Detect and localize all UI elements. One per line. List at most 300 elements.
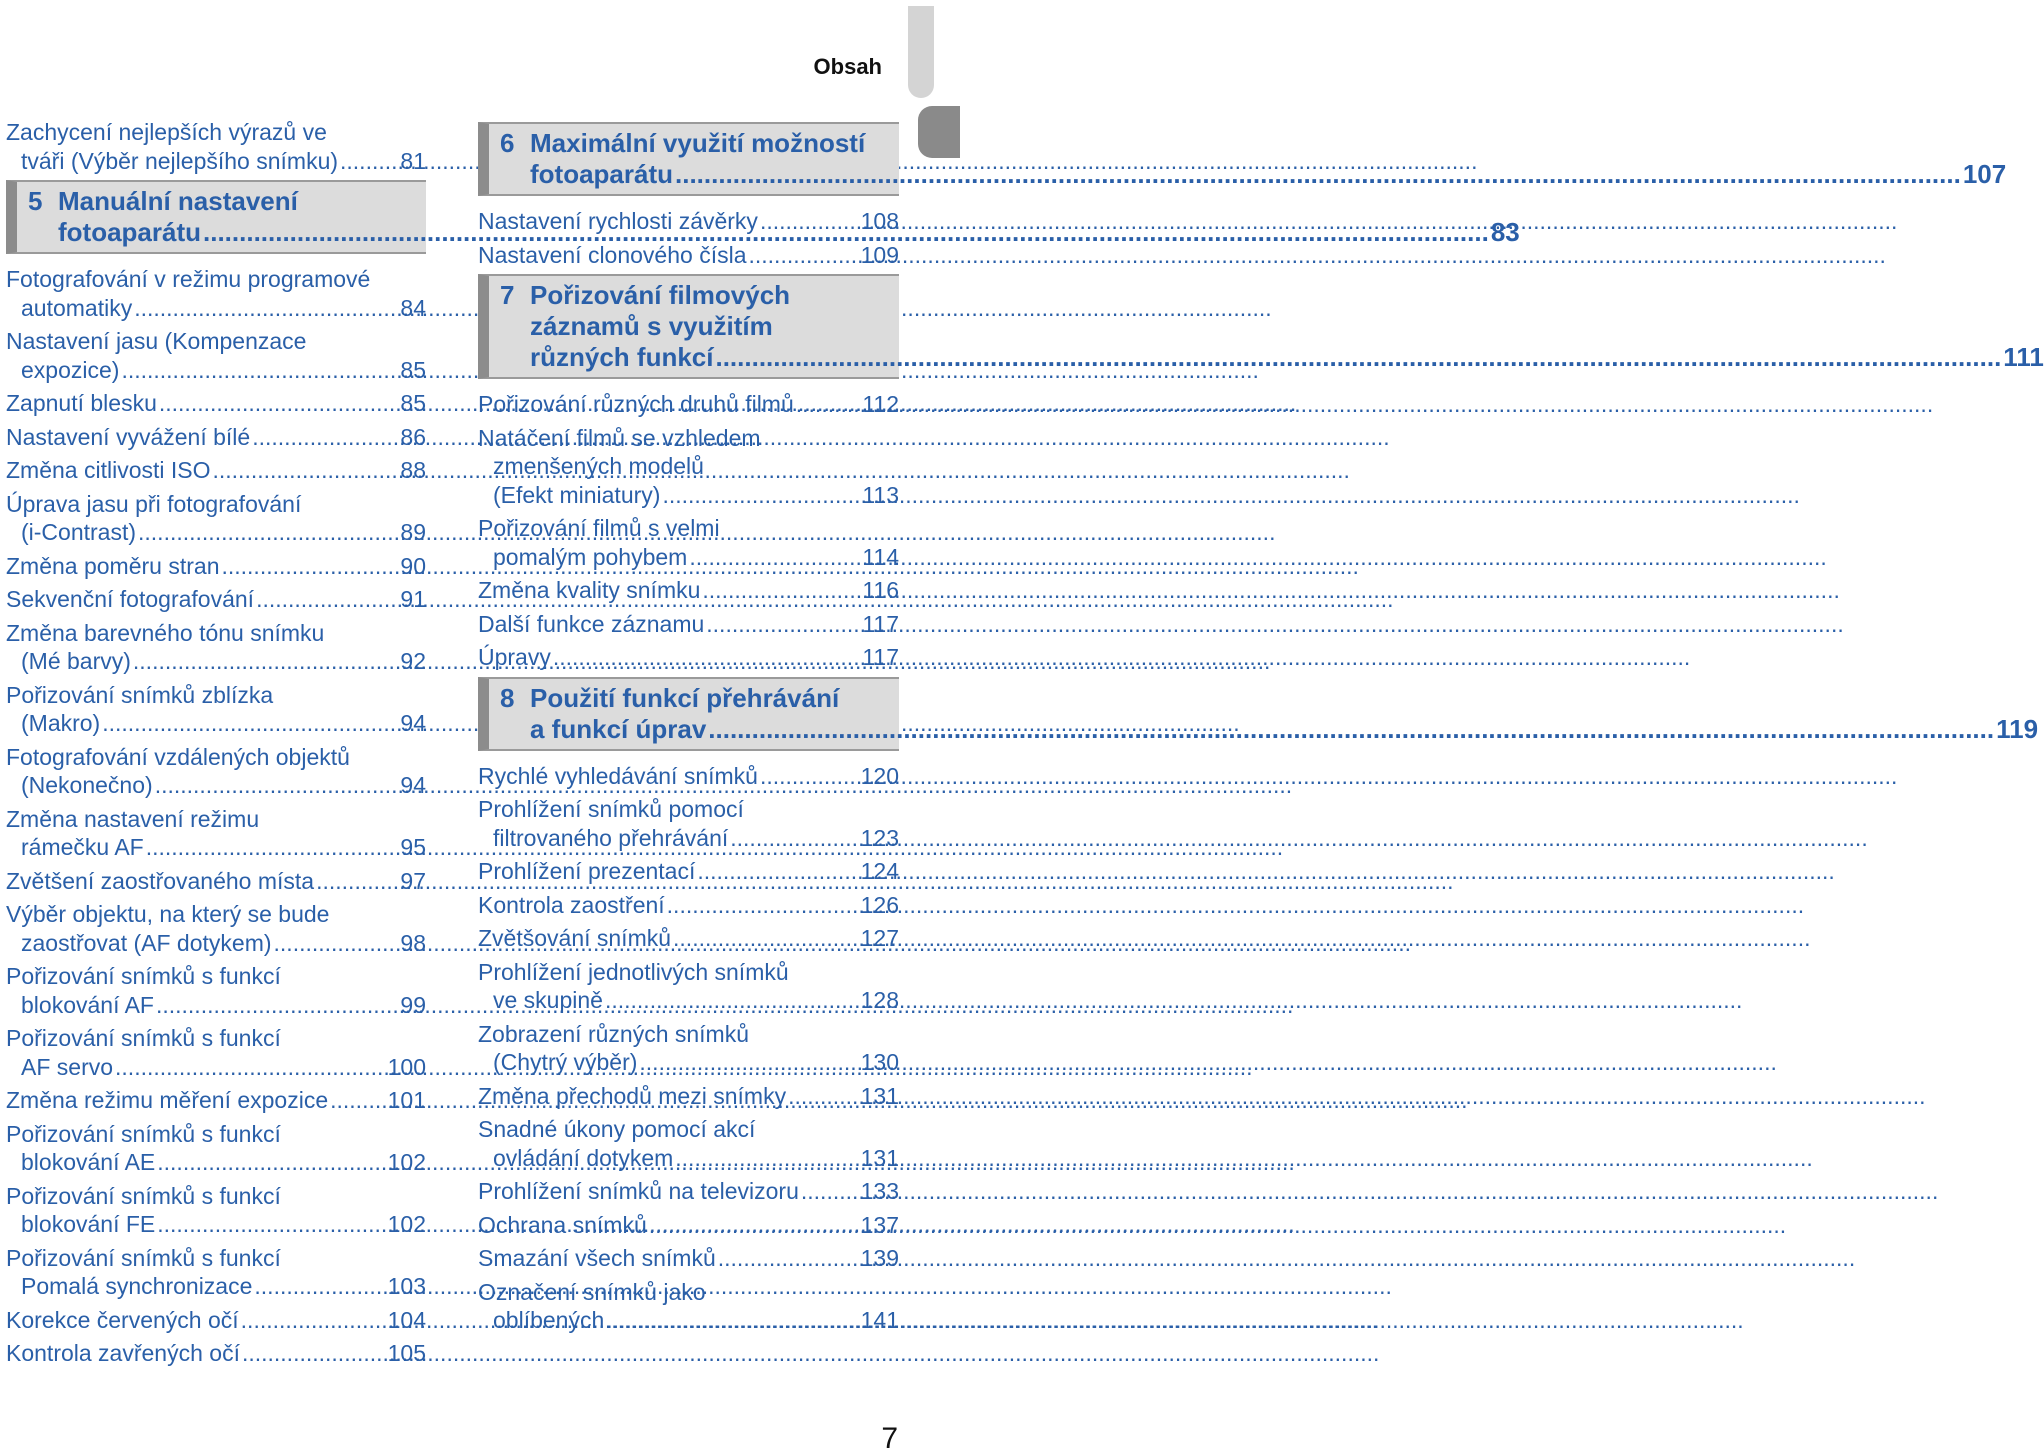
toc-entry-line <box>6 585 426 614</box>
dot-leader <box>254 1272 385 1301</box>
toc-entry[interactable] <box>6 423 426 452</box>
toc-entry-line <box>6 356 426 385</box>
toc-entry-text: Nastavení vyvážení bílé <box>6 423 251 450</box>
toc-entry-line <box>478 643 899 672</box>
toc-entry-line <box>6 900 426 929</box>
toc-page-number: 90 <box>400 552 426 579</box>
toc-entry[interactable] <box>478 514 899 571</box>
chapter-title <box>530 683 2038 745</box>
toc-entry-line <box>6 389 426 418</box>
toc-entry-text: Další funkce záznamu <box>478 610 705 637</box>
toc-entry[interactable] <box>6 681 426 738</box>
toc-entry[interactable] <box>478 1278 899 1335</box>
toc-entry-text: Sekvenční fotografování <box>6 586 255 612</box>
toc-page-number: 89 <box>400 519 426 545</box>
toc-entry[interactable] <box>478 643 899 672</box>
toc-entry-text: pomalým pohybem <box>493 543 688 570</box>
toc-page-number: 127 <box>860 925 899 951</box>
toc-entry-text: Prohlížení snímků na televizoru <box>478 1178 799 1204</box>
toc-entry-line <box>478 1115 899 1144</box>
toc-entry-text: expozice) <box>21 356 120 383</box>
toc-entry-line <box>478 241 899 270</box>
toc-entry-line <box>6 456 426 485</box>
toc-entry-line <box>478 514 899 543</box>
dot-leader <box>708 714 1994 745</box>
toc-page-number: 133 <box>860 1178 899 1204</box>
dot-leader <box>667 891 859 920</box>
toc-entry-text: filtrovaného přehrávání <box>493 824 729 851</box>
toc-entry-text: Změna kvality snímku <box>478 577 701 603</box>
toc-page-number: 131 <box>860 1144 899 1171</box>
chapter-title-line <box>530 159 2006 190</box>
toc-page-number: 94 <box>400 772 426 798</box>
dot-leader <box>675 159 1961 190</box>
dot-leader <box>146 833 399 862</box>
toc-entry-text: Natáčení filmů se vzhledem <box>478 424 761 451</box>
toc-entry-text: Změna poměru stran <box>6 552 220 579</box>
toc-entry[interactable] <box>6 1086 426 1115</box>
toc-entry-line <box>6 1244 426 1273</box>
dot-leader <box>702 576 860 605</box>
toc-entry-text: (i-Contrast) <box>21 519 137 545</box>
toc-entry-line <box>478 762 899 791</box>
toc-entry-text: Pořizování snímků s funkcí <box>6 1182 281 1209</box>
dot-leader <box>242 1339 386 1368</box>
chapter-title-text: Použití funkcí přehrávání <box>530 682 840 713</box>
chapter-page-number: 111 <box>2003 342 2044 372</box>
toc-entry-line <box>478 207 899 236</box>
toc-entry[interactable] <box>6 1339 426 1368</box>
toc-entry-line <box>6 1148 426 1177</box>
toc-entry-text: Fotografování vzdálených objektů <box>6 743 350 770</box>
toc-entry[interactable] <box>6 1024 426 1081</box>
toc-entry-line <box>478 1244 899 1273</box>
toc-entry-line <box>6 1053 426 1082</box>
toc-entry-text: Rychlé vyhledávání snímků <box>478 762 758 789</box>
toc-entry[interactable] <box>478 1115 899 1172</box>
chapter-title-text: a funkcí úprav <box>530 713 707 744</box>
toc-entry-line <box>6 743 426 772</box>
toc-entry-line <box>6 490 426 519</box>
toc-page-number: 103 <box>387 1273 426 1299</box>
dot-leader <box>138 518 398 547</box>
toc-entry-text: Korekce červených očí <box>6 1306 239 1333</box>
dot-leader <box>649 1211 859 1240</box>
toc-entry-text: ovládání dotykem <box>493 1144 674 1171</box>
toc-entry[interactable] <box>6 1120 426 1177</box>
dot-leader <box>274 929 399 958</box>
toc-entry[interactable] <box>6 619 426 676</box>
dot-leader <box>730 824 858 853</box>
page-number: 7 <box>881 1422 898 1455</box>
chapter-title-line <box>530 342 2044 373</box>
toc-entry-line <box>478 452 899 481</box>
chapter-title-text: Pořizování filmových <box>530 280 791 310</box>
toc-entry-line <box>6 805 426 834</box>
toc-entry-line <box>478 481 899 510</box>
dot-leader <box>715 342 2001 373</box>
toc-entry[interactable] <box>478 762 899 791</box>
toc-entry-line <box>6 265 426 294</box>
toc-entry[interactable] <box>478 390 899 419</box>
chapter-page-number: 107 <box>1962 159 2007 189</box>
toc-page-number: 109 <box>860 241 899 268</box>
toc-entry-line <box>478 1278 899 1307</box>
toc-entry-text: rámečku AF <box>21 834 144 860</box>
chapter-heading[interactable] <box>478 677 2039 751</box>
toc-entry-line <box>6 833 426 862</box>
toc-entry[interactable] <box>478 795 899 852</box>
dot-leader <box>256 585 398 614</box>
chapter-title-line <box>530 714 2038 745</box>
toc-entry-text: Nastavení rychlosti závěrky <box>478 208 758 234</box>
toc-entry-text: blokování FE <box>21 1211 156 1237</box>
chapter-row <box>500 280 2044 373</box>
toc-entry[interactable] <box>6 743 426 800</box>
toc-entry-text: Prohlížení jednotlivých snímků <box>478 958 789 985</box>
dot-leader <box>134 294 398 323</box>
toc-entry-text: Označení snímků jako <box>478 1278 706 1305</box>
chapter-title-text: Manuální nastavení <box>58 186 298 216</box>
toc-entry-line <box>478 857 899 886</box>
toc-entry-line <box>6 118 426 147</box>
toc-entry-text: tváři (Výběr nejlepšího snímku) <box>21 147 339 174</box>
toc-entry-text: Prohlížení prezentací <box>478 858 696 884</box>
dot-leader <box>788 1082 859 1111</box>
dot-leader <box>662 481 860 510</box>
toc-entry[interactable] <box>478 891 899 920</box>
chapter-number: 8 <box>500 682 515 713</box>
toc-entry-text: (Nekonečno) <box>21 772 153 798</box>
dot-leader <box>102 709 398 738</box>
toc-entry-text: Pořizování snímků s funkcí <box>6 963 281 989</box>
chapter-heading[interactable] <box>478 274 2044 379</box>
toc-entry[interactable] <box>6 265 426 322</box>
toc-entry-text: Zvětšování snímků <box>478 925 672 951</box>
toc-entry-text: Změna přechodů mezi snímky <box>478 1082 787 1109</box>
toc-page-number: 124 <box>860 858 899 884</box>
toc-entry[interactable] <box>478 424 899 510</box>
toc-entry-line <box>6 1339 426 1368</box>
toc-entry-line <box>6 1024 426 1053</box>
dot-leader <box>553 643 860 672</box>
toc-entry[interactable] <box>478 1020 899 1077</box>
toc-entry[interactable] <box>6 962 426 1019</box>
toc-entry-text: Ochrana snímků <box>478 1211 647 1238</box>
toc-page-number: 117 <box>862 644 899 670</box>
toc-page-number: 113 <box>862 481 899 508</box>
toc-page-number: 102 <box>387 1149 426 1175</box>
toc-entry-text: Pořizování různých druhů filmů <box>478 391 794 417</box>
toc-page-number: 117 <box>862 610 899 637</box>
toc-entry-line <box>478 891 899 920</box>
toc-page-number: 120 <box>860 762 899 789</box>
toc-entry-text: Zachycení nejlepších výrazů ve <box>6 119 327 145</box>
toc-entry-line <box>478 1048 899 1077</box>
toc-entry[interactable] <box>478 1082 899 1111</box>
dot-leader <box>155 771 399 800</box>
chapter-row <box>500 128 2007 190</box>
dot-leader <box>213 456 399 485</box>
toc-entry[interactable] <box>6 1244 426 1301</box>
chapter-row <box>500 682 2039 745</box>
toc-entry-text: Změna nastavení režimu <box>6 805 260 832</box>
toc-page-number: 126 <box>860 891 899 918</box>
toc-entry-text: Změna citlivosti ISO <box>6 457 211 483</box>
chapter-title-line <box>530 311 2044 342</box>
toc-entry-line <box>478 610 899 639</box>
toc-entry[interactable] <box>478 958 899 1015</box>
toc-page-number: 104 <box>387 1306 426 1333</box>
chapter-page-number: 83 <box>1490 217 1520 247</box>
toc-entry-text: Zvětšení zaostřovaného místa <box>6 867 315 894</box>
dot-leader <box>157 1210 385 1239</box>
toc-entry-line <box>6 294 426 323</box>
toc-entry-line <box>478 1177 899 1206</box>
toc-entry-line <box>478 543 899 572</box>
toc-entry-line <box>6 1182 426 1211</box>
chapter-title-line <box>530 280 2044 311</box>
toc-entry[interactable] <box>478 610 899 639</box>
toc-page-number: 131 <box>860 1082 899 1109</box>
toc-entry[interactable] <box>6 490 426 547</box>
toc-entry-line <box>6 619 426 648</box>
toc-page-number: 114 <box>862 543 899 570</box>
toc-entry-text: Kontrola zavřených očí <box>6 1340 240 1366</box>
chapter-title-text: fotoaparátu <box>58 217 201 247</box>
toc-entry-text: Zapnutí blesku <box>6 390 157 416</box>
dot-leader <box>156 991 398 1020</box>
chapter-number: 6 <box>500 128 515 158</box>
toc-entry-text: AF servo <box>21 1053 114 1080</box>
dot-leader <box>760 762 859 791</box>
dot-leader <box>673 924 859 953</box>
toc-entry-line <box>6 518 426 547</box>
toc-entry[interactable] <box>6 327 426 384</box>
toc-entry-line <box>6 1086 426 1115</box>
dot-leader <box>749 241 859 270</box>
toc-entry[interactable] <box>6 552 426 581</box>
toc-entry-text: zaostřovat (AF dotykem) <box>21 929 272 956</box>
toc-entry-text: Smazání všech snímků <box>478 1245 716 1271</box>
toc-entry-line <box>478 824 899 853</box>
chapter-title-line <box>530 683 2038 714</box>
toc-entry-text: oblíbených <box>493 1307 605 1333</box>
toc-page-number: 94 <box>400 710 426 736</box>
toc-entry-text: Pořizování filmů s velmi <box>478 515 720 541</box>
chapter-title <box>530 128 2006 190</box>
dot-leader <box>340 147 398 176</box>
toc-entry-text: ve skupině <box>493 987 603 1013</box>
toc-entry-text: (Makro) <box>21 710 101 736</box>
dot-leader <box>133 647 399 676</box>
toc-page-number: 85 <box>400 390 426 416</box>
toc-page-number: 130 <box>860 1049 899 1075</box>
dot-leader <box>760 207 859 236</box>
toc-entry-text: Změna režimu měření expozice <box>6 1087 329 1113</box>
toc-page-number: 97 <box>400 867 426 894</box>
toc-entry-text: Zobrazení různých snímků <box>478 1020 750 1047</box>
chapter-title-line <box>530 128 2006 159</box>
toc-page-number: 81 <box>400 147 426 174</box>
toc-page-number: 102 <box>387 1211 426 1237</box>
toc-entry-text: Pořizování snímků zblízka <box>6 681 274 708</box>
toc-entry[interactable] <box>6 389 426 418</box>
toc-entry-text: Nastavení jasu (Kompenzace <box>6 328 307 354</box>
toc-entry[interactable] <box>6 118 426 175</box>
toc-entry-text: Kontrola zaostření <box>478 891 665 918</box>
chapter-number: 7 <box>500 280 515 310</box>
chapter-title <box>530 280 2044 373</box>
toc-entry-line <box>478 1144 899 1173</box>
dot-leader <box>675 1144 858 1173</box>
dot-leader <box>241 1306 386 1335</box>
toc-page-number: 85 <box>400 356 426 383</box>
toc-entry-line <box>478 576 899 605</box>
toc-entry[interactable] <box>478 1177 899 1206</box>
toc-entry-text: Snadné úkony pomocí akcí <box>478 1116 756 1142</box>
toc-entry-line <box>6 962 426 991</box>
toc-page-number: 95 <box>400 834 426 860</box>
toc-page-number: 101 <box>387 1087 426 1113</box>
toc-entry-line <box>478 1306 899 1335</box>
toc-page-number: 91 <box>400 586 426 612</box>
dot-leader <box>801 1177 859 1206</box>
chapter-page-number: 119 <box>1996 713 2039 744</box>
toc-page-number: 88 <box>400 457 426 483</box>
toc-entry-text: Pořizování snímků s funkcí <box>6 1120 281 1147</box>
chapter-title-text: záznamů s využitím <box>530 311 773 341</box>
toc-entry-text: (Chytrý výběr) <box>493 1049 638 1075</box>
toc-entry-text: Úpravy <box>478 644 551 670</box>
toc-entry-text: blokování AF <box>21 991 154 1018</box>
dot-leader <box>605 986 859 1015</box>
toc-entry[interactable] <box>478 1211 899 1240</box>
toc-entry-line <box>478 424 899 453</box>
toc-entry[interactable] <box>478 241 899 270</box>
toc-page-number: 100 <box>387 1053 426 1080</box>
toc-entry[interactable] <box>478 924 899 953</box>
toc-entry-text: (Efekt miniatury) <box>493 481 661 508</box>
dot-leader <box>796 390 861 419</box>
toc-entry-text: blokování AE <box>21 1149 156 1175</box>
page-title: Obsah <box>813 54 882 79</box>
toc-entry-line <box>478 1082 899 1111</box>
toc-page-number: 141 <box>860 1307 899 1333</box>
dot-leader <box>689 543 860 572</box>
toc-entry[interactable] <box>478 1244 899 1273</box>
toc-page-number: 98 <box>400 929 426 956</box>
toc-entry-text: Pořizování snímků s funkcí <box>6 1244 281 1271</box>
toc-entry-text: Fotografování v režimu programové <box>6 266 371 292</box>
toc-entry-line <box>478 924 899 953</box>
toc-entry-line <box>6 423 426 452</box>
toc-entry-line <box>6 929 426 958</box>
toc-page-number: 112 <box>862 391 899 417</box>
toc-entry-text: Nastavení clonového čísla <box>478 241 747 268</box>
toc-entry-line <box>6 1272 426 1301</box>
toc-entry-text: Pořizování snímků s funkcí <box>6 1025 281 1051</box>
dot-leader <box>639 1048 858 1077</box>
toc-page-number: 84 <box>400 294 426 321</box>
toc-entry-line <box>478 1211 899 1240</box>
toc-entry[interactable] <box>6 1182 426 1239</box>
toc-entry[interactable] <box>6 805 426 862</box>
toc-entry-text: Úprava jasu při fotografování <box>6 490 302 517</box>
toc-entry-text: Výběr objektu, na který se bude <box>6 901 330 927</box>
toc-entry-line <box>478 1020 899 1049</box>
chapter-title-text: Maximální využití možností <box>530 128 866 158</box>
toc-page-number: 105 <box>387 1340 426 1366</box>
dot-leader <box>606 1306 858 1335</box>
toc-page-number: 92 <box>400 648 426 674</box>
dot-leader <box>221 552 398 581</box>
toc-entry-line <box>6 647 426 676</box>
toc-entry[interactable] <box>6 867 426 896</box>
toc-entry-line <box>6 991 426 1020</box>
toc-entry-line <box>6 1306 426 1335</box>
dot-leader <box>316 867 398 896</box>
toc-entry-line <box>6 709 426 738</box>
toc-entry[interactable] <box>6 585 426 614</box>
toc-entry-line <box>6 681 426 710</box>
toc-entry-line <box>6 771 426 800</box>
page-tab-top <box>908 6 934 98</box>
toc-page-number: 99 <box>400 991 426 1018</box>
toc-entry[interactable] <box>478 576 899 605</box>
dot-leader <box>706 610 860 639</box>
toc-entry-line <box>6 327 426 356</box>
toc-entry-text: Změna barevného tónu snímku <box>6 619 325 646</box>
toc-entry-line <box>6 867 426 896</box>
toc-entry-line <box>478 958 899 987</box>
toc-entry-line <box>6 147 426 176</box>
toc-entry-text: automatiky <box>21 294 133 321</box>
toc-entry[interactable] <box>6 1306 426 1335</box>
toc-page-number: 116 <box>862 577 899 603</box>
dot-leader <box>115 1053 386 1082</box>
dot-leader <box>121 356 398 385</box>
toc-entry-text: Pomalá synchronizace <box>21 1273 253 1299</box>
chapter-title-text: fotoaparátu <box>530 159 673 189</box>
chapter-number: 5 <box>28 186 43 216</box>
toc-entry[interactable] <box>6 900 426 957</box>
dot-leader <box>718 1244 859 1273</box>
dot-leader <box>330 1086 386 1115</box>
toc-entry-text: zmenšených modelů <box>493 453 704 479</box>
toc-entry-text: (Mé barvy) <box>21 648 131 674</box>
toc-entry-line <box>6 552 426 581</box>
toc-entry-line <box>6 1120 426 1149</box>
chapter-heading[interactable] <box>478 122 2007 196</box>
toc-page-number: 137 <box>860 1211 899 1238</box>
toc-entry[interactable] <box>6 456 426 485</box>
toc-entry-text: Prohlížení snímků pomocí <box>478 796 744 822</box>
toc-page-number: 139 <box>860 1245 899 1271</box>
toc-page-number: 108 <box>860 208 899 234</box>
dot-leader <box>157 1148 385 1177</box>
dot-leader <box>697 857 858 886</box>
chapter-title-text: různých funkcí <box>530 342 714 372</box>
toc-entry[interactable] <box>478 207 899 236</box>
toc-page-number: 128 <box>860 987 899 1013</box>
toc-page-number: 123 <box>860 824 899 851</box>
toc-entry[interactable] <box>478 857 899 886</box>
toc-entry-line <box>6 1210 426 1239</box>
toc-entry-line <box>478 795 899 824</box>
toc-entry-line <box>478 986 899 1015</box>
toc-entry-line <box>478 390 899 419</box>
